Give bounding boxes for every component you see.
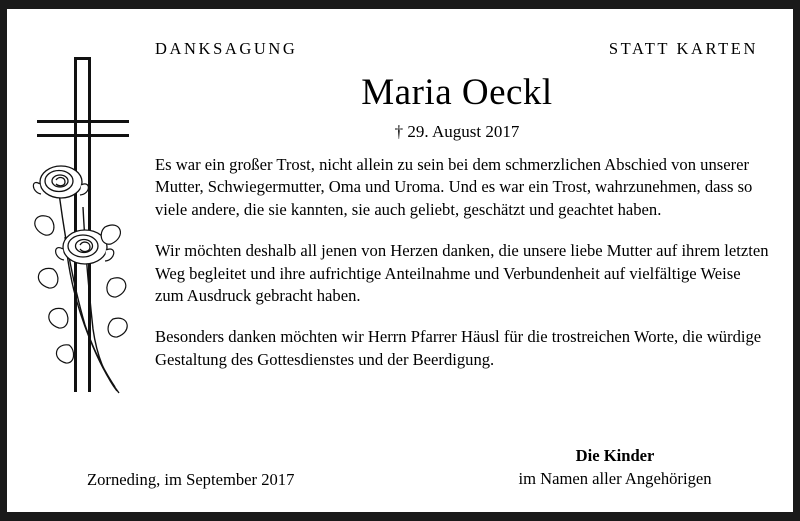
- body-text: [155, 154, 771, 371]
- footer-place-date: Zorneding, im September 2017: [87, 470, 295, 489]
- death-date: † 29. August 2017: [394, 122, 520, 141]
- footer-signature: [465, 444, 765, 490]
- body-paragraph: Wir möchten deshalb all jenen von Herzen danken, die unsere liebe Mutter auf ihrem letzten Weg begleitet und ihre aufrichtige Anteilnahme und Verbundenheit auf vielfältige Weise zum Ausdruck gebracht haben.: [155, 241, 769, 306]
- signature-subtitle: im Namen aller Angehörigen: [518, 469, 712, 488]
- body-paragraph: Es war ein großer Trost, nicht allein zu sein bei dem schmerzlichen Abschied von unserer Mutter, Schwiegermutter, Oma und Uroma. Und es war ein Trost, wahrzunehmen, dass so viele andere, die sie kannten, sie auch geliebt, geschätzt und geachtet haben.: [155, 155, 753, 219]
- signature-title: Die Kinder: [575, 446, 655, 465]
- cross-with-roses-icon: [19, 57, 149, 407]
- body-paragraph: Besonders danken möchten wir Herrn Pfarrer Häusl für die trostreichen Worte, die würdige Gestaltung des Gottesdienstes und der Beerdigung.: [155, 327, 762, 369]
- kicker-statt-karten: STATT KARTEN: [608, 39, 758, 58]
- deceased-name: Maria Oeckl: [361, 72, 553, 113]
- obituary-inner: [7, 9, 793, 512]
- header-row: [7, 39, 793, 65]
- kicker-danksagung: DANKSAGUNG: [155, 39, 298, 58]
